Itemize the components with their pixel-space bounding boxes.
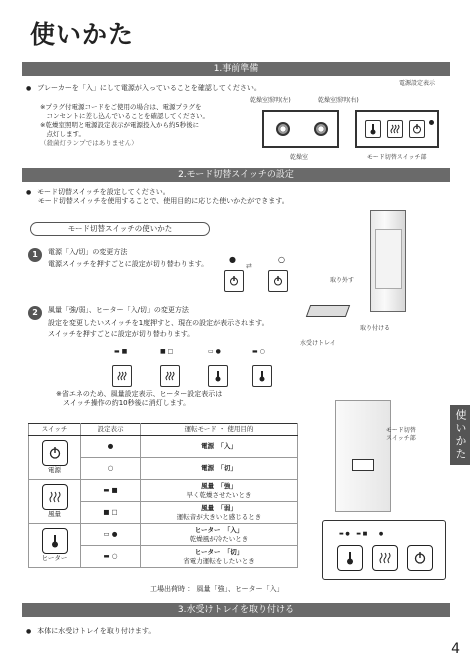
fan-label: 風量 (48, 510, 61, 519)
mode-text: 風量 「強」 (201, 481, 237, 490)
fan-switch-cell (29, 480, 81, 524)
fan-icon (160, 365, 180, 387)
section1-bullet: ● ブレーカーを「入」にして電源が入っていることを確認してください。 (26, 84, 261, 93)
section3-bullet: ● 本体に水受けトレイを取り付けます。 (26, 627, 155, 636)
mode-text: 風量 「弱」 (201, 503, 237, 512)
table-header: 運転モード ・ 使用目的 (141, 424, 298, 436)
heater-switch-cell (29, 524, 81, 568)
heater-icon (252, 365, 272, 387)
switch-panel-detail (322, 520, 446, 580)
purpose-text: 運転音が大きいと感じるとき (176, 512, 262, 521)
drying-room-illustration (262, 110, 339, 148)
power-icon (42, 440, 68, 466)
right-light-label: 乾燥室照明(右) (318, 97, 359, 104)
fan-icon (387, 120, 403, 138)
section1-header: 1.事前準備 (22, 62, 450, 76)
tray-label: 水受けトレイ (300, 340, 336, 347)
switch-table (28, 423, 298, 568)
step1-title: 電源「入/切」の変更方法 (48, 248, 128, 256)
heater-icon (208, 365, 228, 387)
power-icon (407, 545, 433, 571)
fan-weak-indicator-icon: ■ □ (81, 502, 141, 524)
note-line: ※乾燥室照明と電源設定表示が電源投入から約5秒後に (40, 121, 200, 130)
left-light-label: 乾燥室照明(左) (250, 97, 291, 104)
fan-icon (112, 365, 132, 387)
power-display-label: 電源設定表示 (399, 80, 436, 87)
step2-number: 2 (28, 306, 42, 320)
factory-setting: 工場出荷時 ： 風量「強」、ヒーター「入」 (150, 585, 284, 593)
side-tab: 使いかた (450, 405, 470, 465)
power-label: 電源 (48, 466, 61, 475)
fan-icon (42, 484, 68, 510)
remove-label: 取り外す (330, 277, 355, 284)
note-line: ※省エネのため、風量設定表示、ヒーター設定表示は (56, 390, 223, 398)
power-switch-cell (29, 436, 81, 480)
heater-off-indicator-icon: ▬ ○ (252, 348, 265, 355)
purpose-text: 省電力運転をしたいとき (183, 556, 255, 565)
bullet-line: モード切替スイッチを使用することで、使用目的に応じた使いかたができます。 (38, 197, 289, 206)
table-row (141, 524, 298, 546)
heater-icon (337, 545, 363, 571)
page-number: 4 (451, 641, 460, 657)
mode-text: 電源 「入」 (201, 442, 237, 451)
led-off-icon: ○ (278, 255, 285, 264)
heater-icon (42, 528, 68, 554)
device-front-illustration (335, 400, 391, 512)
fan-icon (372, 545, 398, 571)
section3-header: 3.水受けトレイを取り付ける (22, 603, 450, 617)
heater-label: ヒーター (41, 554, 68, 563)
table-header: 設定表示 (81, 424, 141, 436)
led-on-icon: ● (229, 255, 236, 264)
note-line: スイッチ操作の約10秒後に消灯します。 (56, 399, 191, 408)
light-icon (314, 122, 328, 136)
mode-text: ヒーター 「入」 (194, 525, 244, 534)
note-line: （殺菌灯ランプではありません） (40, 139, 138, 148)
section2-header: 2.モード切替スイッチの設定 (22, 168, 450, 182)
page-title: 使いかた (30, 20, 135, 49)
mode-text: 電源 「切」 (201, 464, 237, 473)
power-icon (268, 270, 288, 292)
section1-notes (40, 103, 250, 148)
switch-unit-icon (352, 459, 374, 471)
attach-label: 取り付ける (360, 325, 391, 332)
power-icon (224, 270, 244, 292)
step2-title: 風量「強/弱」、ヒーター「入/切」の変更方法 (48, 306, 189, 314)
table-row (141, 546, 298, 568)
note-line: 点灯します。 (40, 130, 85, 139)
heater-on-indicator-icon: ▭ ● (81, 524, 141, 546)
step2-text-2: スイッチを押すごとに設定が切り替わります。 (48, 330, 195, 338)
purpose-text: 乾燥風が冷たいとき (189, 534, 249, 543)
switch-unit-label: モード切替 スイッチ部 (386, 427, 416, 442)
table-row (141, 480, 298, 502)
heater-on-indicator-icon: ▭ ● (208, 348, 221, 355)
light-icon (276, 122, 290, 136)
energy-note (56, 390, 222, 409)
step1-number: 1 (28, 248, 42, 262)
bullet-line: ● モード切替スイッチを設定してください。 (26, 188, 289, 197)
fan-weak-indicator-icon: ■ □ (160, 348, 174, 355)
mode-text: ヒーター 「切」 (194, 547, 244, 556)
drying-room-label: 乾燥室 (290, 154, 309, 161)
fan-strong-indicator-icon: ▬ ■ (114, 348, 128, 355)
section2-bullet (26, 188, 289, 207)
device-illustration (370, 210, 406, 312)
table-row (141, 502, 298, 524)
step2-text-1: 設定を変更したいスイッチを1度押すと、現在の設定が表示されます。 (48, 319, 269, 327)
led-on-icon: ● (81, 436, 141, 458)
switch-panel-label: モード切替スイッチ部 (367, 154, 427, 161)
heater-off-indicator-icon: ▬ ○ (81, 546, 141, 568)
table-header: スイッチ (29, 424, 81, 436)
fan-strong-indicator-icon: ▬ ■ (81, 480, 141, 502)
step1-text: 電源スイッチを押すごとに設定が切り替わります。 (48, 260, 209, 268)
toggle-arrows-icon: ⇄ (246, 262, 252, 270)
led-off-icon: ○ (81, 458, 141, 480)
heater-icon (365, 120, 381, 138)
power-icon (409, 120, 425, 138)
power-indicator-icon (429, 120, 434, 125)
device-opening (375, 229, 402, 289)
table-row (141, 436, 298, 458)
switch-panel-illustration (355, 110, 439, 148)
table-row (141, 458, 298, 480)
indicator-leds-icon: ▬ ● ▬ ■ ● (339, 531, 384, 537)
purpose-text: 早く乾燥させたいとき (186, 490, 252, 499)
tray-icon (306, 305, 350, 317)
note-line: コンセントに差し込んでいることを確認してください。 (40, 112, 209, 121)
subheader: モード切替スイッチの使いかた (30, 222, 210, 236)
note-line: ※プラグ付電源コードをご使用の場合は、電源プラグを (40, 103, 202, 111)
